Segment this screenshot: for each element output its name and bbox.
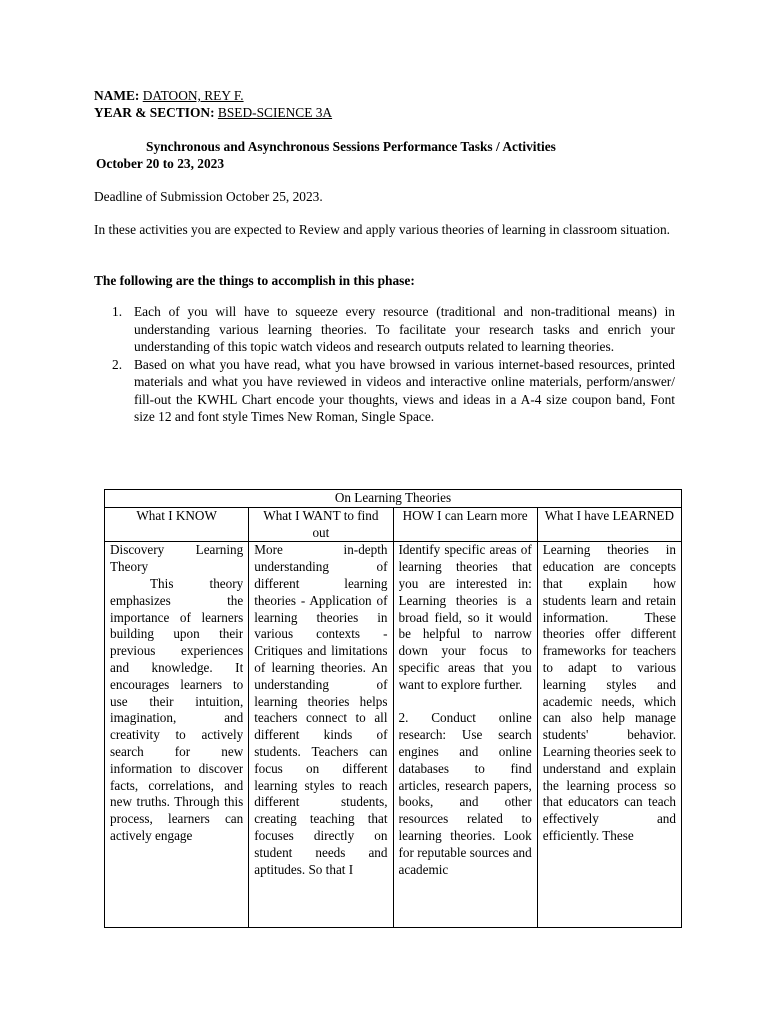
column-header-how: HOW I can Learn more [393,507,537,542]
want-text: More in-depth understanding of different learning theories - Application of learning theories in various contexts - Critiques and limitations of learning theories. An understanding of learning theories helps teachers connect to all different kinds of students. Teachers can focus on different learning styles to reach different students, creating teaching that focuses directly on student needs and aptitudes. So that I [254,542,388,877]
cell-learned [537,542,681,928]
document-title: Synchronous and Asynchronous Sessions Performance Tasks / Activities [146,139,556,154]
know-heading: Discovery Learning Theory [110,542,244,575]
document-dates: October 20 to 23, 2023 [96,156,225,171]
name-value: DATOON, REY F. [142,88,244,103]
deadline-text: Deadline of Submission October 25, 2023. [94,189,323,204]
column-header-know: What I KNOW [105,507,249,542]
cell-want [249,542,393,928]
intro-paragraph: In these activities you are expected to Review and apply various theories of learning in classroom situation. [94,222,670,237]
cell-know [105,542,249,928]
task-number: 1. [112,304,123,319]
section-label: YEAR & SECTION: [94,105,215,120]
accomplish-heading: The following are the things to accomplish in this phase: [94,273,415,288]
paragraph-spacer [399,694,532,711]
task-text: Each of you will have to squeeze every resource (traditional and non-traditional means) in understanding various learning theories. To facilitate your research tasks and enrich your understanding of this topic watch videos and research outputs related to learning theories. [134,304,675,354]
how-paragraph-2: 2. Conduct online research: Use search engines and online databases to find articles, research papers, books, and other resources related to learning theories. Look for reputable sources and academic [398,710,532,877]
section-line [94,104,332,122]
know-body: This theory emphasizes the importance of learners building upon their previous experiences and knowledge. It encourages learners to use their intuition, imagination, and creativity to actively search for new information to discover facts, correlations, and new truths. Through this process, learners can actively engage [110,575,244,843]
section-value: BSED-SCIENCE 3A [217,105,333,120]
task-item [94,356,675,426]
how-paragraph-1: Identify specific areas of learning theories that you are interested in: Learning theories is a broad field, so it would be helpful to narrow down your focus to specific areas that you want to explore further. [398,542,532,692]
name-label: NAME: [94,88,140,103]
column-header-learned: What I have LEARNED [537,507,681,542]
learned-text: Learning theories in education are concepts that explain how students learn and retain information. These theories offer different frameworks for teachers to adapt to various learning styles and academic needs, which can also help manage students' behavior. Learning theories seek to understand and explain the learning process so that educators can teach effectively and efficiently. These [542,542,676,843]
task-text: Based on what you have read, what you have browsed in various internet-based resources, printed materials and what you have reviewed in videos and interactive online materials, perform/answer/ fill-out the KWHL Chart encode your thoughts, views and ideas in a A-4 size coupon band, Font size 12 and font style Times New Roman, Single Space. [134,356,675,424]
table-caption: On Learning Theories [105,490,682,508]
task-number: 2. [112,356,123,372]
name-line [94,87,244,105]
column-header-want: What I WANT to find out [249,507,393,542]
cell-how [393,542,537,928]
task-item [94,303,675,356]
kwhl-table [104,489,682,928]
task-list [94,303,675,426]
